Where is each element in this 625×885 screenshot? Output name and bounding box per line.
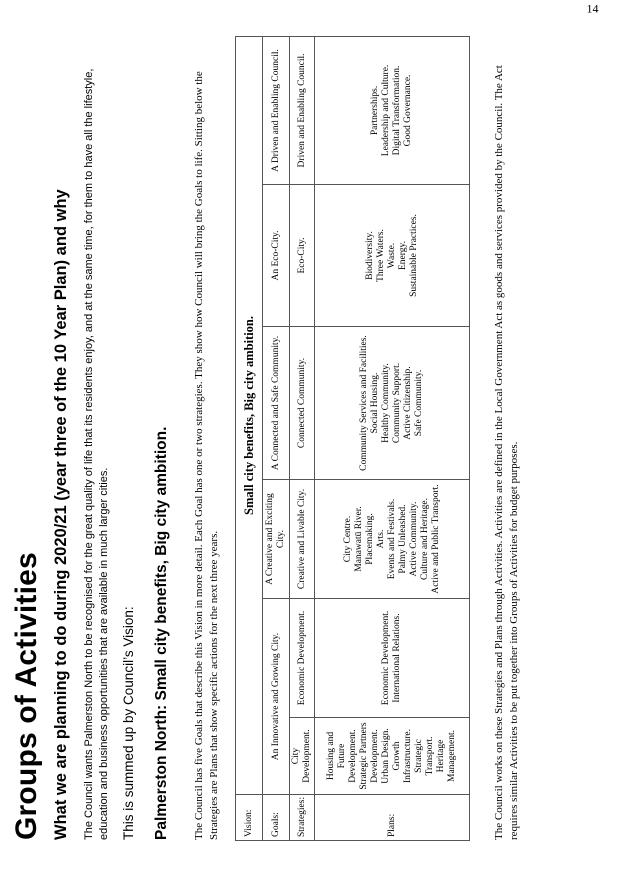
plan-item: Healthy Community. (381, 363, 391, 443)
plan-item: Heritage Management. (436, 730, 457, 782)
plan-item: Strategic Transport. (414, 736, 435, 776)
plan-item: Palmy Unleashed. (397, 504, 408, 574)
plan-cell (315, 718, 470, 795)
plan-item: Community Services and Facilities. (359, 335, 369, 471)
plans-label: Plans: (315, 795, 470, 841)
strategy-cell: Driven and Enabling Council. (290, 36, 315, 184)
plan-item: Leadership and Culture. (381, 64, 391, 157)
plan-item: Placemaking. (364, 513, 375, 565)
goals-paragraph: The Council has five Goals that describe this Vision in more detail. Each Goal has one or two strategies. They show how Council will bring the Goals to life. Sitting below the Strategies are Plans that show specific actions for the next three years. (193, 71, 220, 840)
goals-row (263, 36, 290, 840)
plan-item: Biodiversity. (364, 231, 375, 280)
plan-cell (315, 36, 470, 184)
strategies-row (290, 36, 315, 840)
plan-cell (315, 599, 470, 718)
activities-table (235, 36, 470, 841)
plan-item: Active Community. (408, 501, 419, 577)
plan-item: City Centre. (342, 515, 353, 563)
page-subtitle: What we are planning to do during 2020/21 (year three of the 10 Year Plan) and why (52, 189, 70, 840)
plan-cell (315, 480, 470, 599)
plan-item: Culture and Heritage. (419, 497, 430, 581)
goals-label: Goals: (263, 795, 290, 841)
plan-item: Three Waters. (375, 229, 386, 282)
plan-item: Safe Community. (414, 369, 424, 437)
plan-item: Digital Transformation. (392, 65, 402, 156)
strategy-cell: Eco-City. (290, 185, 315, 327)
goal-cell: An Innovative and Growing City. (263, 599, 290, 795)
plan-item: Economic Development. (381, 610, 391, 706)
page-title: Groups of Activities (10, 552, 43, 840)
strategy-cell: Economic Development. (290, 599, 315, 718)
plan-item: Urban Design. (381, 728, 391, 784)
plan-item: Community Support. (392, 362, 402, 444)
plan-item: Good Governance. (403, 74, 413, 147)
vision-statement: Palmerston North: Small city benefits, Big city ambition. (153, 426, 170, 840)
plan-item: Energy. (397, 240, 408, 271)
strategies-label: Strategies: (290, 795, 315, 841)
plan-item: Housing and Future Development. (326, 729, 358, 783)
plan-cell (315, 185, 470, 327)
plan-item: Active and Public Transport. (430, 484, 441, 594)
plan-item: Partnerships. (370, 85, 380, 136)
plans-row (315, 36, 470, 840)
goal-cell: A Connected and Safe Community. (263, 327, 290, 480)
plan-item: Active Citizenship. (403, 366, 413, 440)
plan-item: Events and Festivals. (386, 498, 397, 580)
plan-cell (315, 327, 470, 480)
plan-item: Waste. (386, 242, 397, 269)
page-number: 14 (586, 1, 599, 16)
summed-up-line: This is summed up by Council’s Vision: (121, 606, 136, 840)
goal-cell: An Eco-City. (263, 185, 290, 327)
plan-item: Sustainable Practices. (408, 214, 419, 297)
footer-paragraph: The Council works on these Strategies and Plans through Activities. Activities are defined in the Local Government Act as goods and services provided by the Council. The Act requires similar Activities to be put together into Groups of Activities for budget purposes. (493, 65, 520, 840)
vision-cell: Small city benefits, Big city ambition. (236, 36, 263, 794)
goal-cell: A Creative and Exciting City. (263, 480, 290, 599)
plan-item: Strategic Partners Development. (359, 722, 380, 790)
plan-item: International Relations. (392, 613, 402, 703)
goal-cell: A Driven and Enabling Council. (263, 36, 290, 184)
vision-row (236, 36, 263, 840)
strategy-cell: Connected Community. (290, 327, 315, 480)
strategy-cell: Creative and Livable City. (290, 480, 315, 599)
vision-label: Vision: (236, 795, 263, 841)
plan-item: Growth Infrastructure. (392, 728, 413, 784)
intro-paragraph: The Council wants Palmerston North to be recognised for the great quality of life that its residents enjoy, and at the same time, for them to have all the lifestyle, education and business opportunities that are available in much larger cities. (83, 68, 110, 840)
plan-item: Manawatū River. (353, 506, 364, 572)
plan-item: Social Housing. (370, 372, 380, 434)
strategy-cell: City Development. (290, 718, 315, 795)
plan-item: Arts. (375, 529, 386, 549)
